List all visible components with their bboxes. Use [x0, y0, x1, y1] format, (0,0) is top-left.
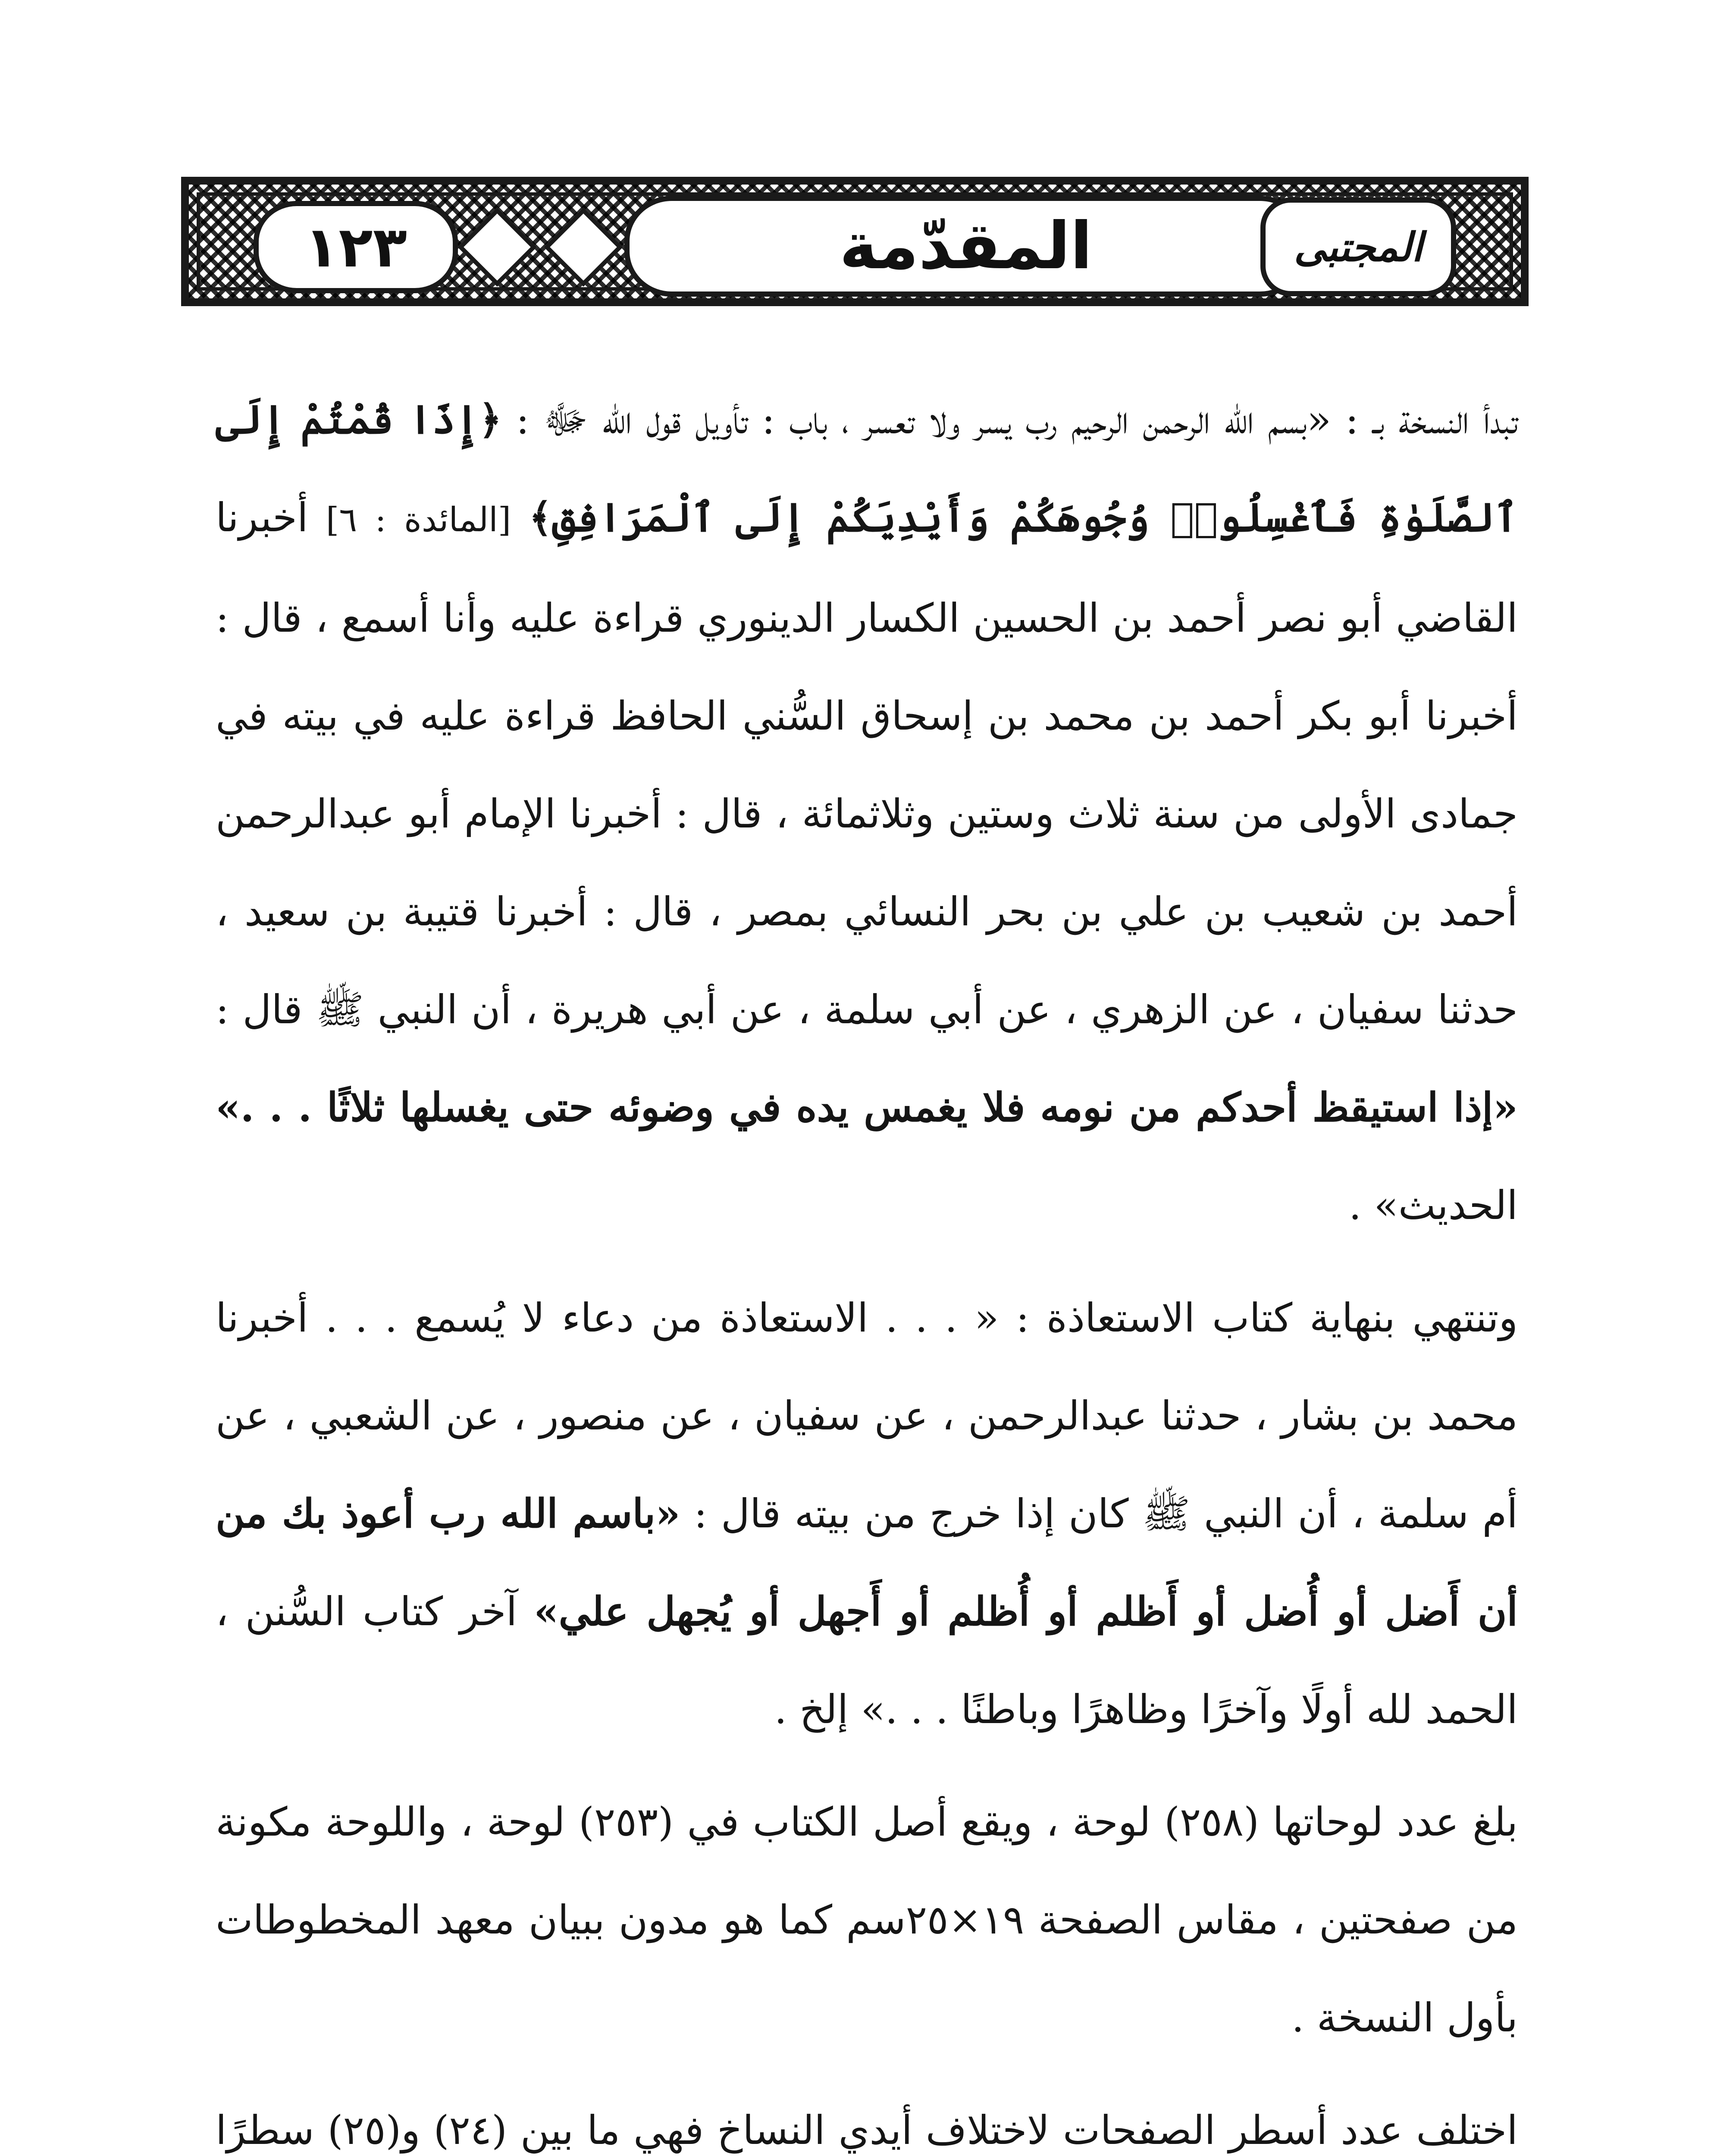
opening-end: الحديث» .	[1349, 1182, 1518, 1228]
hadith-text: «إذا استيقظ أحدكم من نومه فلا يغمس يده في وضوئه حتى يغسلها ثلاثًا . . .»	[216, 1084, 1518, 1131]
page-title: المقدّمة	[839, 209, 1093, 284]
ending-intro: وتنتهي بنهاية كتاب الاستعاذة : « . . . الاستعاذة من دعاء لا يُسمع . . . أخبرنا محمد بن بشار ، حدثنا عبدالرحمن ، عن سفيان ، عن منصور ، عن الشعبي ، عن أم سلمة ، أن النبي ﷺ كان إذا خرج من بيته قال :	[216, 1295, 1518, 1537]
ending-end: آخر كتاب السُّنن ، الحمد لله أولًا وآخرًا وظاهرًا وباطنًا . . .» إلخ .	[216, 1589, 1518, 1733]
paragraph-folio-count: بلغ عدد لوحاتها (٢٥٨) لوحة ، ويقع أصل الكتاب في (٢٥٣) لوحة ، واللوحة مكونة من صفحتين ، مقاس الصفحة ١٩×٢٥سم كما هو مدون ببيان معهد المخطوطات بأول النسخة .	[216, 1799, 1518, 2041]
page-header-band	[181, 177, 1529, 306]
page-number-cartouche	[254, 201, 458, 293]
paragraph-line-count: اختلف عدد أسطر الصفحات لاختلاف أيدي النساخ فهي ما بين (٢٤) و(٢٥) سطرًا	[216, 2107, 1518, 2153]
page-number: ١٢٣	[304, 214, 407, 280]
book-emblem	[1260, 197, 1456, 296]
verse-reference: [المائدة : ٦]	[308, 501, 529, 539]
opening-intro: تبدأ النسخة بـ : «بسم الله الرحمن الرحيم رب يسر ولا تعسر ، باب : تأويل قول الله ﷻ :	[501, 397, 1518, 443]
isnad-text: أخبرنا القاضي أبو نصر أحمد بن الحسين الكسار الدينوري قراءة عليه وأنا أسمع ، قال : أخبرنا أبو بكر أحمد بن محمد بن إسحاق السُّني الحافظ قراءة عليه في بيته في جمادى الأولى من سنة ثلاث وستين وثلاثمائة ، قال : أخبرنا الإمام أبو عبدالرحمن أحمد بن شعيب بن علي بن بحر النسائي بمصر ، قال : أخبرنا قتيبة بن سعيد ، حدثنا سفيان ، عن الزهري ، عن أبي سلمة ، عن أبي هريرة ، أن النبي ﷺ قال :	[216, 495, 1518, 1033]
emblem-text: المجتبى	[1294, 223, 1423, 270]
main-text	[216, 371, 1518, 2156]
dua-text: «باسم الله رب أعوذ بك من أن أَضل أو أُضل أو أَظلم أو أُظلم أو أَجهل أو يُجهل علي»	[216, 1490, 1518, 1635]
paragraph-manuscript-ending	[216, 1269, 1518, 1758]
paragraph-manuscript-opening	[216, 371, 1518, 1254]
title-cartouche	[624, 196, 1307, 297]
quran-verse: ﴿إِذَا قُمْتُمْ إِلَى ٱلصَّلَوٰةِ فَٱغْسِلُوا۟ وُجُوهَكُمْ وَأَيْدِيَكُمْ إِلَى ٱلْمَرَافِقِ﴾	[216, 396, 1518, 541]
